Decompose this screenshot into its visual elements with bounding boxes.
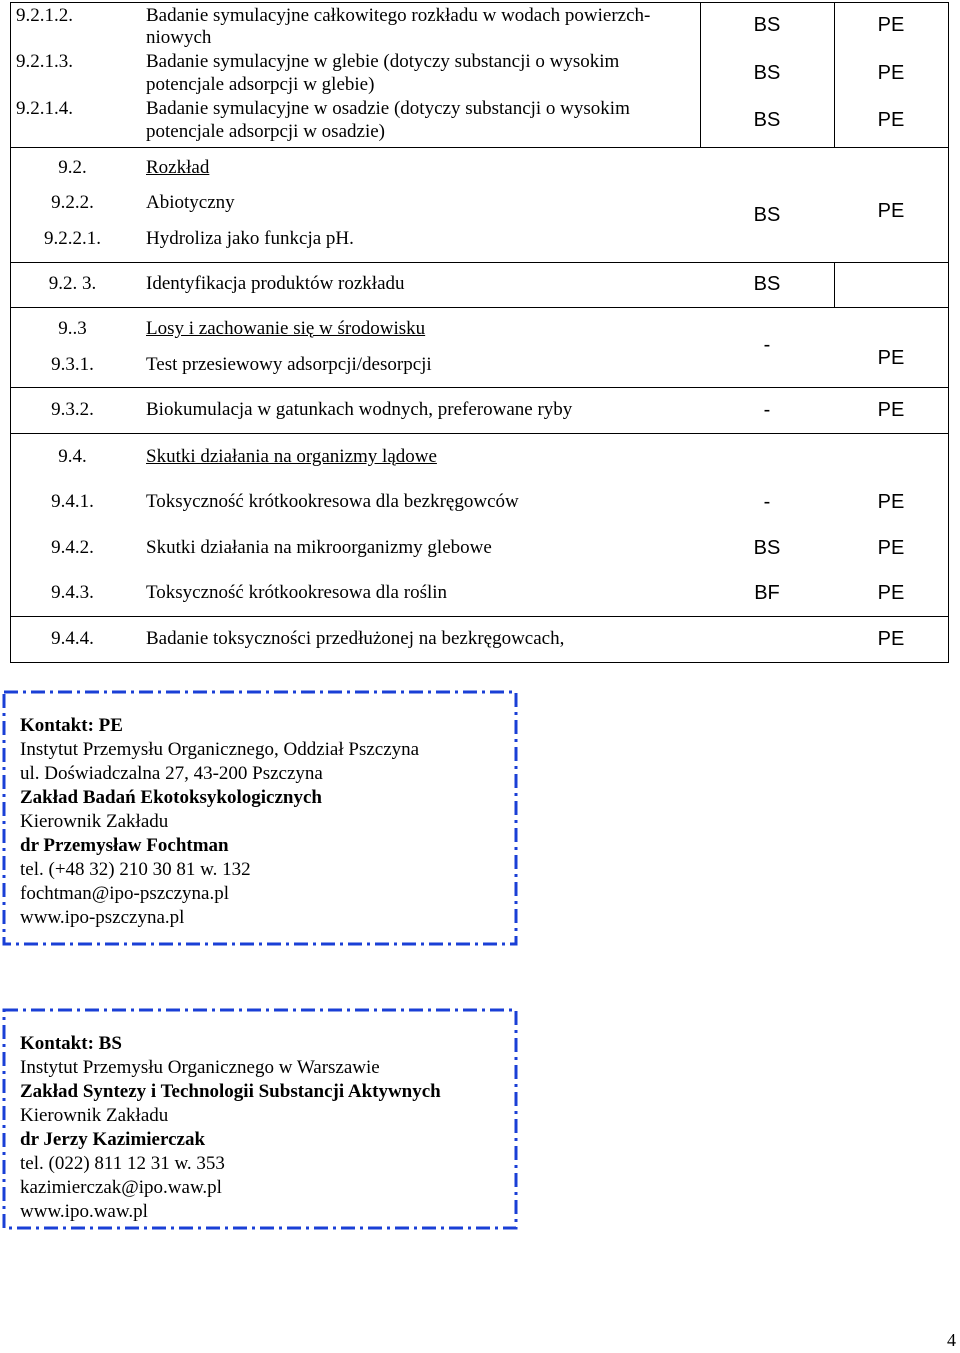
table-row-number: 9.4.2. [51,537,94,558]
table-section-heading: Rozkład [146,157,210,178]
table-row-description: Badanie symulacyjne w glebie (dotyczy substancji o wysokim [146,51,620,72]
table-row-number: 9.2. [58,157,87,178]
contact-label: Kontakt: PE [20,715,123,736]
contact-department: Zakład Syntezy i Technologii Substancji Aktywnych [20,1081,441,1102]
table-cell-col4: PE [877,62,905,84]
contact-role: Kierownik Zakładu [20,811,169,832]
contact-institution: Instytut Przemysłu Organicznego w Warszawie [20,1057,380,1078]
table-row-description: Toksyczność krótkookresowa dla bezkręgowców [146,491,519,512]
table-cell-col3: - [763,334,771,356]
table-row-divider [10,387,949,388]
table-row-description: Badanie symulacyjne w osadzie (dotyczy substancji o wysokim [146,98,630,119]
table-row-description: Hydroliza jako funkcja pH. [146,228,354,249]
table-row-number: 9.2.1.2. [16,5,73,26]
table-cell-col3: BS [753,273,781,295]
table-cell-col3: BF [754,582,780,604]
table-border-top [10,2,949,3]
table-cell-col3: BS [753,109,781,131]
table-row-number: 9..3 [58,318,87,339]
table-cell-col4: PE [877,628,905,650]
table-row-number: 9.4. [58,446,87,467]
table-row-divider [10,147,949,148]
table-row-number: 9.4.3. [51,582,94,603]
table-section-heading: Losy i zachowanie się w środowisku [146,318,426,339]
table-row-divider [10,307,949,308]
table-cell-col3: BS [753,204,781,226]
table-cell-col4: PE [877,347,905,369]
table-row-divider [10,433,949,434]
contact-email[interactable]: kazimierczak@ipo.waw.pl [20,1177,222,1198]
table-row-number: 9.4.1. [51,491,94,512]
table-row-number: 9.3.2. [51,399,94,420]
table-row-description: Identyfikacja produktów rozkładu [146,273,405,294]
table-cell-col4: PE [877,14,905,36]
table-row-description: potencjale adsorpcji w osadzie) [146,121,385,142]
table-row-divider [10,262,949,263]
table-cell-col4: PE [877,537,905,559]
contact-phone: tel. (022) 811 12 31 w. 353 [20,1153,225,1174]
table-border-bottom [10,662,949,663]
table-row-divider [10,616,949,617]
table-cell-col3: BS [753,537,781,559]
table-cell-col4: PE [877,582,905,604]
table-row-description: niowych [146,27,212,48]
contact-institution: Instytut Przemysłu Organicznego, Oddział Pszczyna [20,739,420,760]
table-row-description: Skutki działania na mikroorganizmy glebowe [146,537,492,558]
contact-email[interactable]: fochtman@ipo-pszczyna.pl [20,883,230,904]
table-row-number: 9.2. 3. [48,273,97,294]
table-row-number: 9.2.2.1. [44,228,101,249]
table-cell-col3: - [763,491,771,513]
contact-department: Zakład Badań Ekotoksykologicznych [20,787,322,808]
table-cell-col3: BS [753,62,781,84]
table-row-description: potencjale adsorpcji w glebie) [146,74,375,95]
contact-address: ul. Doświadczalna 27, 43-200 Pszczyna [20,763,323,784]
contact-box-bs [2,1008,518,1230]
table-cell-col4: PE [877,399,905,421]
contact-role: Kierownik Zakładu [20,1105,169,1126]
table-row-number: 9.2.2. [51,192,94,213]
table-cell-col4: PE [877,200,905,222]
table-row-number: 9.4.4. [51,628,94,649]
table-section-heading: Skutki działania na organizmy lądowe [146,446,437,467]
table-row-description: Test przesiewowy adsorpcji/desorpcji [146,354,432,375]
contact-person: dr Przemysław Fochtman [20,835,229,856]
table-row-number: 9.3.1. [51,354,94,375]
table-cell-col4: PE [877,109,905,131]
table-cell-col4: PE [877,491,905,513]
table-border-right [948,2,949,663]
contact-website[interactable]: www.ipo.waw.pl [20,1201,148,1222]
table-col-divider [834,262,835,307]
contact-phone: tel. (+48 32) 210 30 81 w. 132 [20,859,251,880]
table-row-description: Badanie symulacyjne całkowitego rozkładu w wodach powierzch- [146,5,651,26]
table-row-number: 9.2.1.3. [16,51,73,72]
table-row-number: 9.2.1.4. [16,98,73,119]
table-row-description: Abiotyczny [146,192,235,213]
contact-box-pe [2,690,518,946]
table-row-description: Biokumulacja w gatunkach wodnych, preferowane ryby [146,399,573,420]
table-row-description: Badanie toksyczności przedłużonej na bezkręgowcach, [146,628,565,649]
contact-person: dr Jerzy Kazimierczak [20,1129,206,1150]
contact-website[interactable]: www.ipo-pszczyna.pl [20,907,185,928]
contact-label: Kontakt: BS [20,1033,122,1054]
table-row-description: Toksyczność krótkookresowa dla roślin [146,582,448,603]
table-cell-col3: BS [753,14,781,36]
page-number: 4 [947,1330,956,1350]
table-cell-col3: - [763,399,771,421]
